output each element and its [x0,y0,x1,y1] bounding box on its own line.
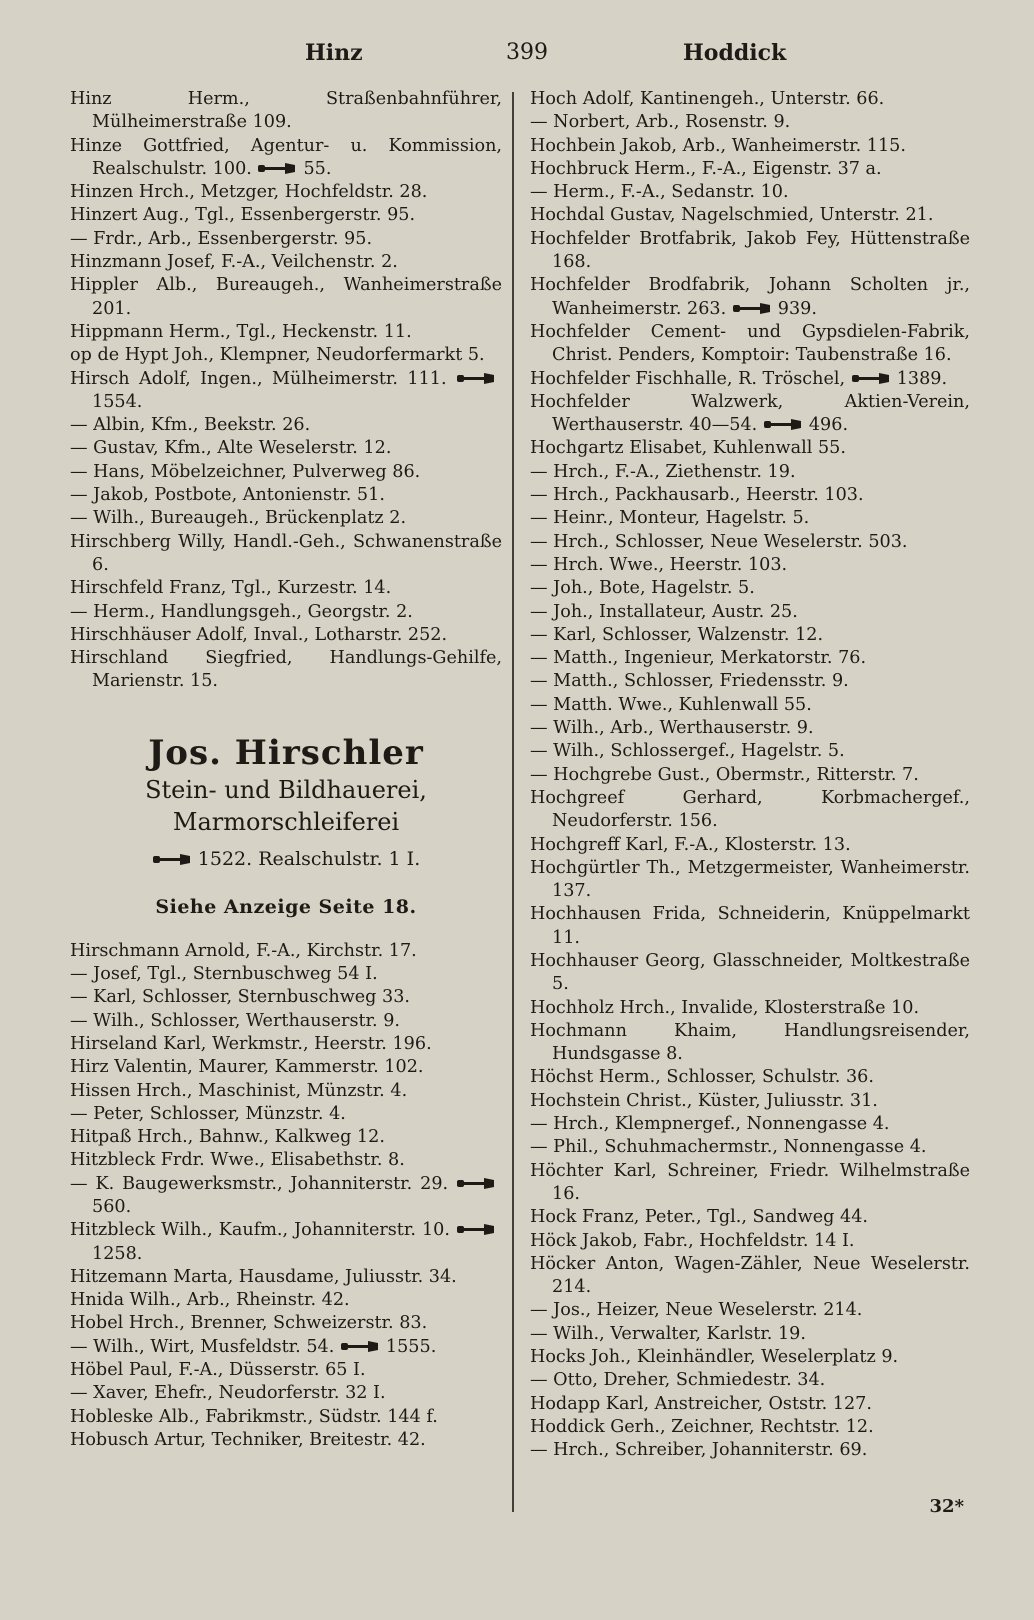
directory-entry [530,1369,970,1392]
directory-entry [530,1346,970,1369]
entry-text: Hirz Valentin, Maurer, Kammerstr. 102. [70,1057,424,1078]
directory-entry [530,717,970,740]
entry-text: Höck Jakob, Fabr., Hochfeldstr. 14 I. [530,1230,855,1251]
entry-text: Hochhauser Georg, Glasschneider, Moltkestraße 5. [530,950,970,995]
telephone-icon [763,418,803,431]
entry-text: — Peter, Schlosser, Münzstr. 4. [70,1103,346,1124]
directory-entry [70,344,502,367]
entry-text: — Joh., Bote, Hagelstr. 5. [530,578,755,599]
entry-text: Hobleske Alb., Fabrikmstr., Südstr. 144 f. [70,1406,438,1427]
directory-entry [530,694,970,717]
entry-text: Hochgreef Gerhard, Korbmachergef., Neudorferstr. 156. [530,787,970,832]
directory-entry [530,274,970,321]
entry-text: Hodapp Karl, Anstreicher, Oststr. 127. [530,1393,872,1414]
directory-entry [70,1336,502,1359]
phone-number: 1555. [385,1336,437,1357]
ad-contact-text: 1522. Realschulstr. 1 I. [197,847,421,870]
entry-text: — Wilh., Wirt, Musfeldstr. 54. [70,1336,335,1357]
ad-reference: Siehe Anzeige Seite 18. [155,895,417,918]
entry-text: Hochfelder Cement- und Gypsdielen-Fabrik, Christ. Penders, Komptoir: Taubenstraße 16. [530,321,970,366]
entry-text: — Hrch. Wwe., Heerstr. 103. [530,554,788,575]
entry-text: — Matth., Ingenieur, Merkatorstr. 76. [530,648,867,669]
telephone-icon [456,1177,496,1190]
entry-text: Hinzert Aug., Tgl., Essenbergerstr. 95. [70,205,416,226]
directory-entry [530,437,970,460]
entry-text: Höcker Anton, Wagen-Zähler, Neue Weselerstr. 214. [530,1253,970,1298]
entry-text: — Jos., Heizer, Neue Weselerstr. 214. [530,1300,863,1321]
entry-text: Hochgürtler Th., Metzgermeister, Wanheimerstr. 137. [530,857,970,902]
directory-entry [530,1323,970,1346]
entry-text: — Hrch., Schreiber, Johanniterstr. 69. [530,1440,868,1461]
directory-entry [530,321,970,368]
entry-text: — Heinr., Monteur, Hagelstr. 5. [530,508,810,529]
ad-contact [70,844,502,874]
entry-text: Hochgreff Karl, F.-A., Klosterstr. 13. [530,834,851,855]
directory-entry [530,764,970,787]
entry-text: Hochstein Christ., Küster, Juliusstr. 31. [530,1090,878,1111]
telephone-icon [257,162,297,175]
telephone-icon [340,1340,380,1353]
directory-entry [70,963,502,986]
entry-text: — Hrch., F.-A., Ziethenstr. 19. [530,461,796,482]
directory-entry [70,1033,502,1056]
entry-text: — Wilh., Schlossergef., Hagelstr. 5. [530,741,845,762]
entry-text: — Hans, Möbelzeichner, Pulverweg 86. [70,461,421,482]
entry-text: — Hrch., Klempnergef., Nonnengasse 4. [530,1114,890,1135]
directory-entry [70,577,502,600]
entry-text: Hock Franz, Peter., Tgl., Sandweg 44. [530,1207,868,1228]
directory-entry [70,461,502,484]
directory-entry [530,577,970,600]
entry-text: Hinzen Hrch., Metzger, Hochfeldstr. 28. [70,182,428,203]
entry-text: — Xaver, Ehefr., Neudorferstr. 32 I. [70,1383,386,1404]
telephone-icon [456,372,496,385]
directory-entry [70,228,502,251]
header-left-keyword: Hinz [305,40,363,66]
entry-text: — Hrch., Packhausarb., Heerstr. 103. [530,485,864,506]
entry-text: Hitzbleck Wilh., Kaufm., Johanniterstr. 10. [70,1220,450,1241]
directory-entry [530,461,970,484]
entry-text: Hirsch Adolf, Ingen., Mülheimerstr. 111. [70,368,447,389]
entry-text: — Jakob, Postbote, Antonienstr. 51. [70,485,385,506]
directory-entry [70,647,502,694]
phone-number: 1258. [92,1243,143,1264]
directory-entry [70,1429,502,1452]
advertisement [70,732,502,922]
directory-entry [70,1056,502,1079]
directory-entry [70,135,502,182]
entry-text: — Phil., Schuhmachermstr., Nonnengasse 4. [530,1137,927,1158]
directory-entry [70,88,502,135]
entry-text: Hinzmann Josef, F.-A., Veilchenstr. 2. [70,252,398,273]
entry-text: Hissen Hrch., Maschinist, Münzstr. 4. [70,1080,408,1101]
header-right-keyword: Hoddick [683,40,787,66]
directory-entry [530,1393,970,1416]
phone-number: 496. [808,415,849,436]
entry-text: Hobusch Artur, Techniker, Breitestr. 42. [70,1429,426,1450]
entry-text: Hobel Hrch., Brenner, Schweizerstr. 83. [70,1313,428,1334]
directory-entry [530,647,970,670]
directory-entry [70,1149,502,1172]
column-divider [512,92,514,1512]
phone-number: 560. [92,1196,132,1217]
directory-entry [70,1312,502,1335]
entry-text: — Frdr., Arb., Essenbergerstr. 95. [70,228,373,249]
directory-entry [530,111,970,134]
directory-entry [70,986,502,1009]
directory-entry [530,554,970,577]
directory-entry [530,1206,970,1229]
directory-entry [530,834,970,857]
page-header [60,40,974,76]
directory-entry [530,1439,970,1462]
phone-number: 55. [303,158,332,179]
directory-entry [530,1090,970,1113]
directory-entry [530,1066,970,1089]
entry-text: — Wilh., Verwalter, Karlstr. 19. [530,1323,806,1344]
entry-text: — Matth., Schlosser, Friedensstr. 9. [530,671,849,692]
right-entry-list [530,88,970,1463]
directory-entry [70,1359,502,1382]
directory-entry [530,950,970,997]
entry-text: Hitzemann Marta, Hausdame, Juliusstr. 34. [70,1266,457,1287]
directory-entry [530,1253,970,1300]
directory-entry [530,624,970,647]
entry-text: — Herm., Handlungsgeh., Georgstr. 2. [70,601,413,622]
directory-entry [530,857,970,904]
directory-entry [70,1219,502,1266]
directory-entry [70,624,502,647]
entry-text: Hirseland Karl, Werkmstr., Heerstr. 196. [70,1033,432,1054]
entry-text: — Albin, Kfm., Beekstr. 26. [70,415,311,436]
entry-text: Hochfelder Fischhalle, R. Tröschel, [530,368,846,389]
entry-text: Hochfelder Brodfabrik, Johann Scholten jr., Wanheimerstr. 263. [530,275,970,319]
directory-entry [70,601,502,624]
directory-entry [70,251,502,274]
entry-text: Hinz Herm., Straßenbahnführer, Mülheimerstraße 109. [70,89,502,133]
left-entry-list-2 [70,940,502,1453]
directory-entry [530,1113,970,1136]
directory-entry [70,1080,502,1103]
entry-text: Hochmann Khaim, Handlungsreisender, Hundsgasse 8. [530,1020,970,1065]
left-entry-list [70,88,502,694]
directory-entry [70,414,502,437]
entry-text: Hochfelder Brotfabrik, Jakob Fey, Hüttenstraße 168. [530,228,970,273]
entry-text: — Karl, Schlosser, Walzenstr. 12. [530,624,824,645]
entry-text: Höbel Paul, F.-A., Düsserstr. 65 I. [70,1360,366,1381]
entry-text: Hochbruck Herm., F.-A., Eigenstr. 37 a. [530,158,882,179]
entry-text: — K. Baugewerksmstr., Johanniterstr. 29. [70,1173,449,1194]
directory-entry [70,1289,502,1312]
directory-entry [530,1299,970,1322]
directory-entry [530,601,970,624]
directory-entry [70,437,502,460]
entry-text: — Wilh., Bureaugeh., Brückenplatz 2. [70,508,407,529]
entry-text: Hoch Adolf, Kantinengeh., Unterstr. 66. [530,89,885,109]
entry-text: Hoddick Gerh., Zeichner, Rechtstr. 12. [530,1416,874,1437]
entry-text: Hirschfeld Franz, Tgl., Kurzestr. 14. [70,578,392,599]
directory-entry [70,274,502,321]
directory-entry [70,1126,502,1149]
directory-entry [70,507,502,530]
directory-entry [70,1010,502,1033]
entry-text: op de Hypt Joh., Klempner, Neudorfermarkt 5. [70,345,485,366]
directory-entry [70,1266,502,1289]
phone-number: 1554. [92,391,143,412]
directory-entry [530,787,970,834]
signature-mark: 32* [929,1496,964,1517]
entry-text: — Josef, Tgl., Sternbuschweg 54 I. [70,964,378,985]
directory-entry [530,531,970,554]
directory-entry [530,204,970,227]
directory-entry [530,1136,970,1159]
directory-entry [530,740,970,763]
directory-entry [70,484,502,507]
directory-entry [70,531,502,578]
directory-entry [530,181,970,204]
telephone-icon [456,1223,496,1236]
entry-text: Hochbein Jakob, Arb., Wanheimerstr. 115. [530,135,906,156]
directory-entry [530,903,970,950]
directory-entry [530,368,970,391]
directory-entry [70,1173,502,1220]
entry-text: — Karl, Schlosser, Sternbuschweg 33. [70,987,411,1008]
directory-entry [70,368,502,415]
directory-entry [530,997,970,1020]
directory-entry [70,1103,502,1126]
entry-text: Hippmann Herm., Tgl., Heckenstr. 11. [70,321,412,342]
entry-text: — Joh., Installateur, Austr. 25. [530,601,798,622]
phone-number: 939. [777,298,817,319]
directory-entry [530,228,970,275]
entry-text: — Matth. Wwe., Kuhlenwall 55. [530,694,812,715]
entry-text: — Otto, Dreher, Schmiedestr. 34. [530,1370,826,1391]
directory-entry [530,1416,970,1439]
entry-text: — Wilh., Schlosser, Werthauserstr. 9. [70,1010,401,1031]
telephone-icon [851,372,891,385]
left-column [70,88,502,1452]
page-number: 399 [506,40,548,65]
directory-entry [530,484,970,507]
entry-text: Hirschberg Willy, Handl.-Geh., Schwanenstraße 6. [70,531,502,575]
telephone-icon [152,853,192,866]
entry-text: Hirschhäuser Adolf, Inval., Lotharstr. 252. [70,624,448,645]
entry-text: — Norbert, Arb., Rosenstr. 9. [530,112,791,133]
directory-entry [70,204,502,227]
ad-title: Jos. Hirschler [148,732,424,773]
entry-text: Hochfelder Walzwerk, Aktien-Verein, Werthauserstr. 40—54. [530,391,970,436]
entry-text: Hinze Gottfried, Agentur- u. Kommission, Realschulstr. 100. [70,135,502,179]
directory-entry [530,391,970,438]
directory-entry [530,135,970,158]
directory-entry [530,507,970,530]
entry-text: Hitzbleck Frdr. Wwe., Elisabethstr. 8. [70,1150,405,1171]
directory-entry [70,1406,502,1429]
phone-number: 1389. [896,368,948,389]
entry-text: Hippler Alb., Bureaugeh., Wanheimerstraße 201. [70,275,502,319]
entry-text: — Herm., F.-A., Sedanstr. 10. [530,182,789,203]
right-column [530,88,970,1463]
entry-text: Höchter Karl, Schreiner, Friedr. Wilhelmstraße 16. [530,1160,970,1204]
directory-entry [70,940,502,963]
directory-entry [530,670,970,693]
entry-text: Hirschmann Arnold, F.-A., Kirchstr. 17. [70,940,417,961]
entry-text: — Wilh., Arb., Werthauserstr. 9. [530,718,814,739]
entry-text: Hirschland Siegfried, Handlungs-Gehilfe, Marienstr. 15. [70,648,502,692]
entry-text: Hitpaß Hrch., Bahnw., Kalkweg 12. [70,1127,385,1148]
directory-entry [70,181,502,204]
entry-text: Hochhausen Frida, Schneiderin, Knüppelmarkt 11. [530,904,970,948]
directory-entry [530,1230,970,1253]
entry-text: Hochdal Gustav, Nagelschmied, Unterstr. 21. [530,205,934,226]
directory-entry [70,321,502,344]
directory-entry [530,158,970,181]
entry-text: — Hochgrebe Gust., Obermstr., Ritterstr. 7. [530,764,919,785]
directory-entry [530,88,970,111]
entry-text: Hnida Wilh., Arb., Rheinstr. 42. [70,1290,350,1311]
entry-text: Hocks Joh., Kleinhändler, Weselerplatz 9. [530,1347,899,1368]
entry-text: Hochholz Hrch., Invalide, Klosterstraße 10. [530,997,920,1018]
directory-entry [530,1160,970,1207]
telephone-icon [732,302,772,315]
ad-subtitle: Stein- und Bildhauerei, Marmorschleiferei [145,775,427,836]
entry-text: — Gustav, Kfm., Alte Weselerstr. 12. [70,438,392,459]
directory-entry [70,1382,502,1405]
directory-entry [530,1020,970,1067]
entry-text: Höchst Herm., Schlosser, Schulstr. 36. [530,1067,874,1088]
entry-text: Hochgartz Elisabet, Kuhlenwall 55. [530,438,846,459]
entry-text: — Hrch., Schlosser, Neue Weselerstr. 503. [530,531,908,552]
